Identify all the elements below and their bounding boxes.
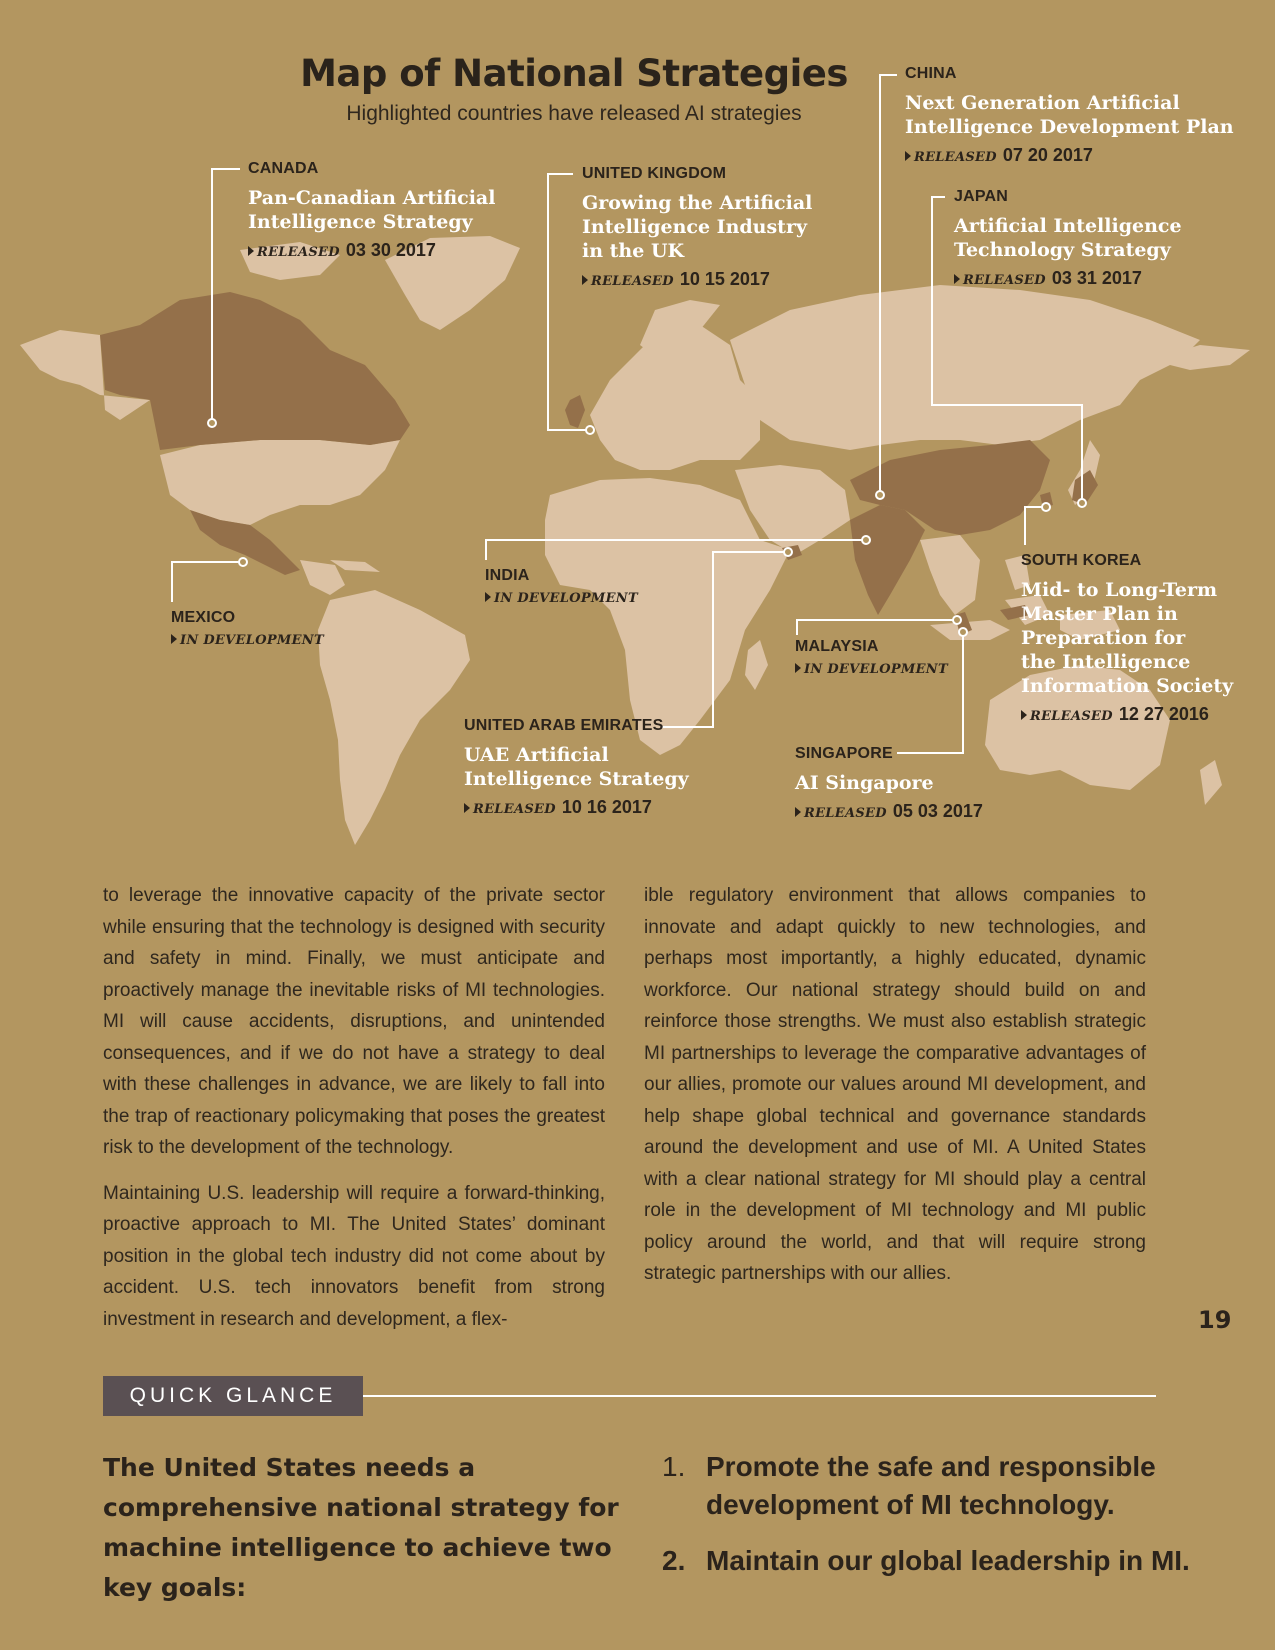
release-info <box>905 145 1234 166</box>
callout-singapore <box>795 745 983 822</box>
strategy-title-line: Master Plan in <box>1021 603 1178 625</box>
quick-glance-lead: The United States needs a comprehensive national strategy for machine intelligence to achieve two key goals: <box>103 1453 619 1602</box>
callout-uae <box>464 717 689 818</box>
status-info <box>795 660 948 678</box>
triangle-icon <box>905 151 911 161</box>
released-label: RELEASED <box>914 150 997 165</box>
strategy-title-line: Intelligence Industry <box>582 216 808 238</box>
callout-mexico <box>171 609 324 649</box>
map-subtitle: Highlighted countries have released AI strategies <box>346 102 802 125</box>
callout-malaysia <box>795 638 948 678</box>
country-label: CANADA <box>248 160 319 177</box>
strategy-title <box>1021 578 1233 698</box>
strategy-title <box>248 186 495 234</box>
strategy-title-line: Technology Strategy <box>954 239 1171 261</box>
status-label: IN DEVELOPMENT <box>180 633 324 648</box>
release-date: 03 30 2017 <box>345 240 436 260</box>
callout-canada <box>248 160 495 261</box>
release-date: 03 31 2017 <box>1051 268 1142 288</box>
strategy-title <box>905 91 1234 139</box>
country-label: CHINA <box>905 65 957 82</box>
strategy-title-line: Intelligence Strategy <box>248 211 473 233</box>
released-label: RELEASED <box>473 802 556 817</box>
goal-number: 1. <box>662 1451 686 1482</box>
triangle-icon <box>248 246 254 256</box>
country-label: UNITED ARAB EMIRATES <box>464 717 664 734</box>
callout-india <box>485 567 638 607</box>
strategy-title-line: Growing the Artificial <box>582 192 813 214</box>
callout-japan <box>954 188 1182 289</box>
strategy-title-line: Pan-Canadian Artificial <box>248 187 496 209</box>
strategy-title-line: AI Singapore <box>795 772 934 794</box>
strategy-title-line: in the UK <box>582 240 685 262</box>
release-info <box>248 240 495 261</box>
released-label: RELEASED <box>591 274 674 289</box>
triangle-icon <box>582 275 588 285</box>
paragraph: Maintaining U.S. leadership will require a forward-thinking, proactive approach to MI. The United States’ dominant position in the global tech industry did not come about by accident. U.S. tech innovators benefit from strong investment in research and development, a flex- <box>103 1182 605 1330</box>
strategy-title <box>464 743 689 791</box>
released-label: RELEASED <box>257 245 340 260</box>
release-info <box>464 797 689 818</box>
status-info <box>171 631 324 649</box>
body-column-left <box>103 880 605 1349</box>
release-date: 10 16 2017 <box>561 797 652 817</box>
quick-glance-rule <box>363 1395 1156 1397</box>
released-label: RELEASED <box>963 273 1046 288</box>
released-label: RELEASED <box>1030 709 1113 724</box>
country-label: MEXICO <box>171 609 236 626</box>
release-info <box>582 269 812 290</box>
release-info <box>1021 704 1233 725</box>
goal-number: 2. <box>662 1545 686 1576</box>
callout-china <box>905 65 1234 166</box>
country-label: JAPAN <box>954 188 1009 205</box>
body-column-right <box>644 880 1146 1304</box>
paragraph: ible regulatory environment that allows companies to innovate and adapt quickly to new technologies, and perhaps most importantly, a highly educated, dynamic workforce. Our national strategy should build on and reinforce those strengths. We must also establish strategic MI partnerships to leverage the comparative advantages of our allies, promote our values around MI development, and help shape global technical and governance standards around the development and use of MI. A United States with a clear national strategy for MI should play a central role in the development of MI technology and MI public policy around the world, and that will require strong strategic partnerships with our allies. <box>644 885 1146 1284</box>
strategy-title-line: Next Generation Artificial <box>905 92 1180 114</box>
strategy-title-line: Mid- to Long-Term <box>1021 579 1218 601</box>
goal-text: Maintain our global leadership in MI. <box>706 1545 1190 1576</box>
triangle-icon <box>464 803 470 813</box>
triangle-icon <box>171 634 177 644</box>
strategy-title <box>582 191 812 263</box>
strategy-title-line: Intelligence Development Plan <box>905 116 1234 138</box>
strategy-title-line: Preparation for <box>1021 627 1186 649</box>
goal-item-1 <box>662 1448 1182 1528</box>
country-label: MALAYSIA <box>795 638 879 655</box>
triangle-icon <box>954 274 960 284</box>
release-date: 05 03 2017 <box>892 801 983 821</box>
country-label: INDIA <box>485 567 530 584</box>
strategy-title <box>795 771 983 795</box>
release-info <box>954 268 1182 289</box>
strategy-title-line: the Intelligence <box>1021 651 1191 673</box>
country-label: SOUTH KOREA <box>1021 552 1142 569</box>
strategy-title-line: UAE Artificial <box>464 744 609 766</box>
triangle-icon <box>795 807 801 817</box>
release-date: 07 20 2017 <box>1002 145 1093 165</box>
status-info <box>485 589 638 607</box>
release-info <box>795 801 983 822</box>
triangle-icon <box>1021 710 1027 720</box>
map-title: Map of National Strategies <box>300 52 848 95</box>
strategy-title-line: Artificial Intelligence <box>954 215 1182 237</box>
paragraph: to leverage the innovative capacity of the private sector while ensuring that the technology is designed with security and safety in mind. Finally, we must anticipate and proactively manage the inevitable risks of MI technologies. MI will cause accidents, disruptions, and unintended consequences, and if we do not have a strategy to deal with these challenges in advance, we are likely to fall into the trap of reactionary policymaking that poses the greatest risk to the development of the technology. <box>103 885 605 1158</box>
callout-united-kingdom <box>582 165 812 290</box>
strategy-title <box>954 214 1182 262</box>
status-label: IN DEVELOPMENT <box>494 591 638 606</box>
goal-item-2 <box>662 1542 1190 1582</box>
triangle-icon <box>485 592 491 602</box>
goal-text: Promote the safe and responsible development of MI technology. <box>706 1451 1156 1520</box>
country-label: UNITED KINGDOM <box>582 165 727 182</box>
release-date: 12 27 2016 <box>1118 704 1209 724</box>
release-date: 10 15 2017 <box>679 269 770 289</box>
page-number: 19 <box>1198 1306 1232 1334</box>
triangle-icon <box>795 663 801 673</box>
released-label: RELEASED <box>804 806 887 821</box>
country-label: SINGAPORE <box>795 745 893 762</box>
quick-glance-badge: QUICK GLANCE <box>103 1376 363 1416</box>
strategy-title-line: Intelligence Strategy <box>464 768 689 790</box>
callout-south-korea <box>1021 552 1233 725</box>
strategy-title-line: Information Society <box>1021 675 1234 697</box>
status-label: IN DEVELOPMENT <box>804 662 948 677</box>
